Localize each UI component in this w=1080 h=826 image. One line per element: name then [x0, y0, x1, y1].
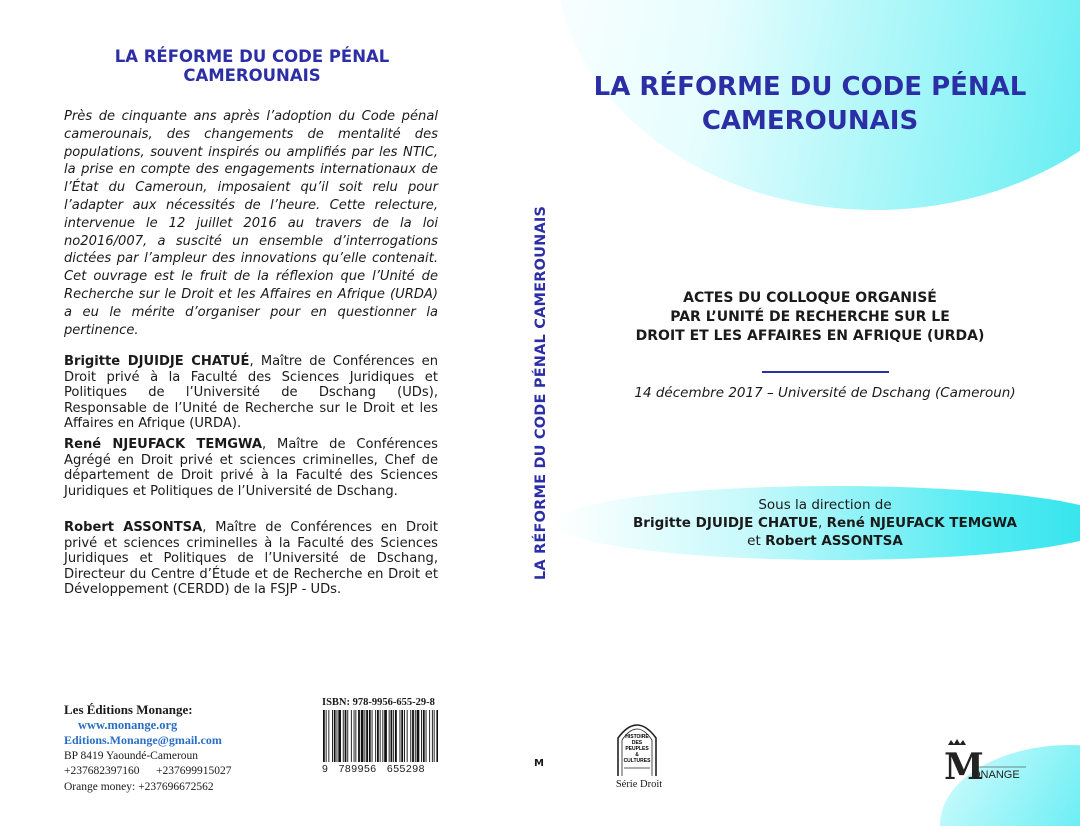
editors-block — [585, 496, 1065, 550]
barcode-bar — [369, 710, 371, 762]
barcode-bar — [404, 710, 405, 762]
author-bio-1 — [64, 354, 438, 432]
barcode-bar — [417, 710, 420, 762]
director-separator: , — [818, 515, 827, 531]
barcode-bar — [337, 710, 338, 762]
publisher-orange-money: Orange money: +237696672562 — [64, 780, 214, 793]
director-3: Robert ASSONTSA — [765, 533, 903, 549]
barcode-bar — [407, 710, 408, 762]
barcode-bar — [389, 710, 390, 762]
publisher-name: Les Éditions Monange: — [64, 702, 193, 717]
back-title-line2: CAMEROUNAIS — [183, 66, 321, 85]
front-title-line2: CAMEROUNAIS — [701, 106, 919, 136]
series-logo-line4: & — [635, 752, 639, 758]
barcode-bar — [323, 710, 325, 762]
author-bio-text: , Maître de Conférences en Droit privé et sciences criminelles à la Faculté des Sciences Juridiques et Politiques de l’Université de Dschang, Directeur du Centre d’Étude et de Recherche en Droit et Développement (CERDD) de la FSJP - UDs. — [64, 520, 438, 598]
directors-line-2 — [585, 532, 1065, 550]
barcode-bar — [423, 710, 425, 762]
barcode-bar — [410, 710, 411, 762]
barcode-bar — [332, 710, 333, 762]
author-bio-3 — [64, 520, 438, 598]
publisher-phone-1: +237682397160 — [64, 765, 140, 777]
barcode-bar — [384, 710, 387, 762]
barcode-bar — [372, 710, 373, 762]
barcode-bar — [415, 710, 416, 762]
monange-logo-text: ONANGE — [972, 769, 1020, 781]
barcode-bar — [391, 710, 393, 762]
series-logo-line2: DES — [631, 740, 643, 746]
acts-line1: ACTES DU COLLOQUE ORGANISÉ — [683, 290, 937, 306]
isbn-block — [322, 697, 442, 775]
direction-label: Sous la direction de — [758, 497, 892, 513]
series-logo-icon — [612, 716, 662, 778]
series-label: Série Droit — [615, 779, 663, 790]
series-logo-line3: PEUPLES — [625, 746, 649, 752]
barcode-bar — [343, 710, 344, 762]
isbn-label: ISBN: 978-9956-655-29-8 — [322, 697, 435, 708]
barcode-bar — [429, 710, 430, 762]
acts-line2: PAR L’UNITÉ DE RECHERCHE SUR LE — [670, 309, 950, 325]
director-and: et — [747, 533, 766, 549]
barcode-bar — [436, 710, 438, 762]
barcode-bar — [355, 710, 356, 762]
barcode-bar — [421, 710, 422, 762]
barcode-bar — [351, 710, 352, 762]
isbn-barcode-digits: 9 789956 655298 — [322, 763, 425, 775]
author-name: René NJEUFACK TEMGWA — [64, 437, 263, 452]
spine-title: LA RÉFORME DU CODE PÉNAL CAMEROUNAIS — [533, 205, 549, 581]
author-bio-2 — [64, 437, 438, 499]
series-logo-line1: HISTOIRE — [625, 734, 649, 740]
publisher-phones — [64, 764, 232, 780]
barcode-bar — [334, 710, 336, 762]
back-cover-title — [62, 47, 442, 85]
publisher-info — [64, 702, 232, 795]
barcode-bar — [401, 710, 403, 762]
spine-publisher-logo-icon: M — [534, 758, 544, 769]
barcode-bar — [426, 710, 427, 762]
front-title-line1: LA RÉFORME DU CODE PÉNAL — [593, 72, 1027, 102]
series-logo-line5: CULTURES — [623, 758, 651, 764]
barcode-bar — [338, 710, 341, 762]
publisher-phone-2: +237699915027 — [156, 765, 232, 777]
barcode-bar — [366, 710, 368, 762]
director-1: Brigitte DJUIDJE CHATUE — [633, 515, 818, 531]
directors-line — [585, 514, 1065, 532]
colloquium-subtitle — [590, 289, 1030, 346]
barcode-icon — [322, 710, 438, 762]
barcode-bar — [354, 710, 355, 762]
barcode-bar — [377, 710, 379, 762]
barcode-bar — [361, 710, 364, 762]
publisher-website[interactable]: www.monange.org — [78, 717, 178, 732]
barcode-bar — [364, 710, 365, 762]
front-cover-title — [575, 70, 1045, 138]
colloquium-date: 14 décembre 2017 – Université de Dschang (Cameroun) — [634, 385, 1016, 401]
director-2: René NJEUFACK TEMGWA — [826, 515, 1017, 531]
barcode-bar — [434, 710, 435, 762]
author-bio-text: , Maître de Conférences en Droit privé à la Faculté des Sciences Juridiques et Politiques de l’Université de Dschang (UDs), Responsable de l’Unité de Recherche sur le Droit et les Affaires en Afrique (URDA). — [64, 354, 438, 432]
author-name: Brigitte DJUIDJE CHATUÉ — [64, 354, 250, 369]
monange-logo-icon — [940, 737, 1030, 785]
barcode-bar — [347, 710, 348, 762]
barcode-bar — [328, 710, 329, 762]
acts-line3: DROIT ET LES AFFAIRES EN AFRIQUE (URDA) — [635, 328, 985, 344]
barcode-bar — [380, 710, 381, 762]
barcode-bar — [375, 710, 376, 762]
barcode-bar — [326, 710, 327, 762]
barcode-bar — [400, 710, 401, 762]
synopsis-paragraph: Près de cinquante ans après l’adoption du Code pénal camerounais, des changements de mentalité des populations, souvent inspirés ou amplifiés par les NTIC, la prise en compte des engagements internationaux de l’État du Cameroun, imposaient qu’il soit relu pour l’adapter aux nécessités de l’heure. Cette relecture, intervenue le 12 juillet 2016 au travers de la loi no2016/007, a suscité un ensemble d’interrogations dictées par l’ampleur des innovations qu’elle contenait. Cet ouvrage est le fruit de la réflexion que l’Unité de Recherche sur le Droit et les Affaires en Afrique (URDA) a eu le mérite d’organiser pour en questionner la pertinence. — [64, 109, 438, 338]
back-title-line1: LA RÉFORME DU CODE PÉNAL — [114, 47, 390, 66]
author-name: Robert ASSONTSA — [64, 520, 203, 535]
author-bio-text: , Maître de Conférences Agrégé en Droit privé et sciences criminelles, Chef de département de Droit privé à la Faculté des Sciences Juridiques et Politiques de l’Université de Dschang. — [64, 437, 438, 499]
barcode-bar — [395, 710, 397, 762]
barcode-bar — [432, 710, 433, 762]
publisher-address: BP 8419 Yaoundé-Cameroun — [64, 749, 199, 762]
title-separator — [762, 371, 889, 373]
publisher-email[interactable]: Editions.Monange@gmail.com — [64, 733, 222, 747]
spine — [531, 205, 551, 581]
barcode-bar — [345, 710, 347, 762]
barcode-bar — [382, 710, 383, 762]
barcode-bar — [358, 710, 360, 762]
barcode-bar — [393, 710, 394, 762]
monange-logo-letter: M — [944, 746, 984, 785]
barcode-bar — [412, 710, 414, 762]
